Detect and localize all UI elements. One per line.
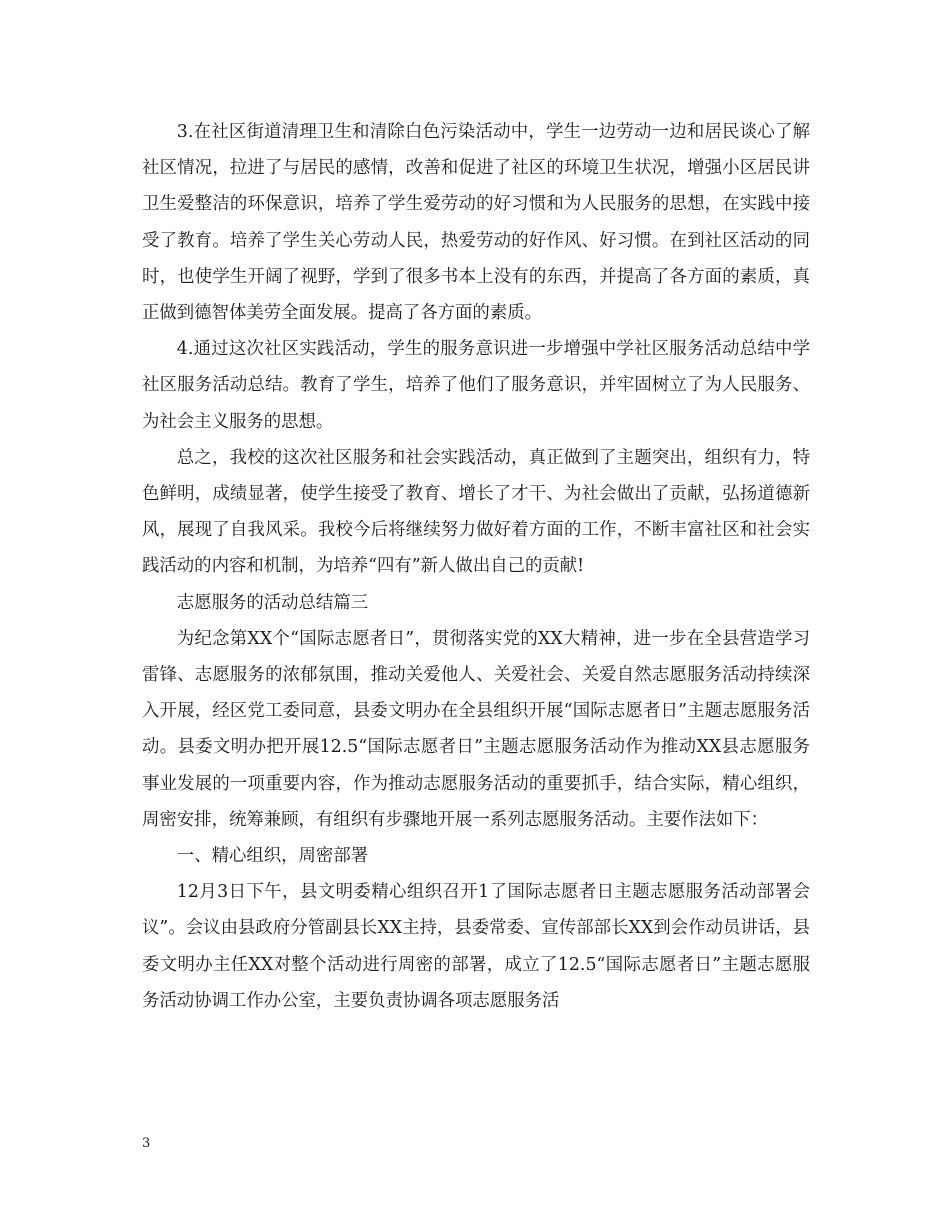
paragraph-conclusion: 总之，我校的这次社区服务和社会实践活动，真正做到了主题突出，组织有力，特色鲜明，成绩显著，使学生接受了教育、增长了才干、为社会做出了贡献，弘扬道德新风，展现了自我风采。我校今后将继续努力做好着方面的工作，不断丰富社区和社会实践活动的内容和机制，为培养“四有”新人做出自己的贡献! [142, 447, 810, 577]
paragraph-item-3: 3.在社区街道清理卫生和清除白色污染活动中，学生一边劳动一边和居民谈心了解社区情况，拉进了与居民的感情，改善和促进了社区的环境卫生状况，增强小区居民讲卫生爱整洁的环保意识，培养了学生爱劳动的好习惯和为人民服务的思想，在实践中接受了教育。培养了学生关心劳动人民，热爱劳动的好作风、好习惯。在到社区活动的同时，也使学生开阔了视野，学到了很多书本上没有的东西，并提高了各方面的素质，真正做到德智体美劳全面发展。提高了各方面的素质。 [142, 122, 810, 324]
paragraph-item-4: 4.通过这次社区实践活动，学生的服务意识进一步增强中学社区服务活动总结中学社区服务活动总结。教育了学生，培养了他们了服务意识，并牢固树立了为人民服务、为社会主义服务的思想。 [142, 339, 810, 432]
page-number: 3 [142, 1136, 151, 1151]
document-body [142, 114, 810, 1019]
subheading-organize-deploy: 一、精心组织，周密部署 [176, 846, 369, 867]
section-heading-part-three: 志愿服务的活动总结篇三 [176, 592, 369, 613]
paragraph-intro: 为纪念第XX个“国际志愿者日”，贯彻落实党的XX大精神，进一步在全县营造学习雷锋、志愿服务的浓郁氛围，推动关爱他人、关爱社会、关爱自然志愿服务活动持续深入开展，经区党工委同意，县委文明办在全县组织开展“国际志愿者日”主题志愿服务活动。县委文明办把开展12.5“国际志愿者日”主题志愿服务活动作为推动XX县志愿服务事业发展的一项重要内容，作为推动志愿服务活动的重要抓手，结合实际，精心组织，周密安排，统筹兼顾，有组织有步骤地开展一系列志愿服务活动。主要作法如下： [142, 628, 810, 830]
paragraph-meeting: 12月3日下午，县文明委精心组织召开1了国际志愿者日主题志愿服务活动部署会议”。会议由县政府分管副县长XX主持，县委常委、宣传部部长XX到会作动员讲话，县委文明办主任XX对整个活动进行周密的部署，成立了12.5“国际志愿者日”主题志愿服务活动协调工作办公室，主要负责协调各项志愿服务活 [142, 882, 810, 1011]
